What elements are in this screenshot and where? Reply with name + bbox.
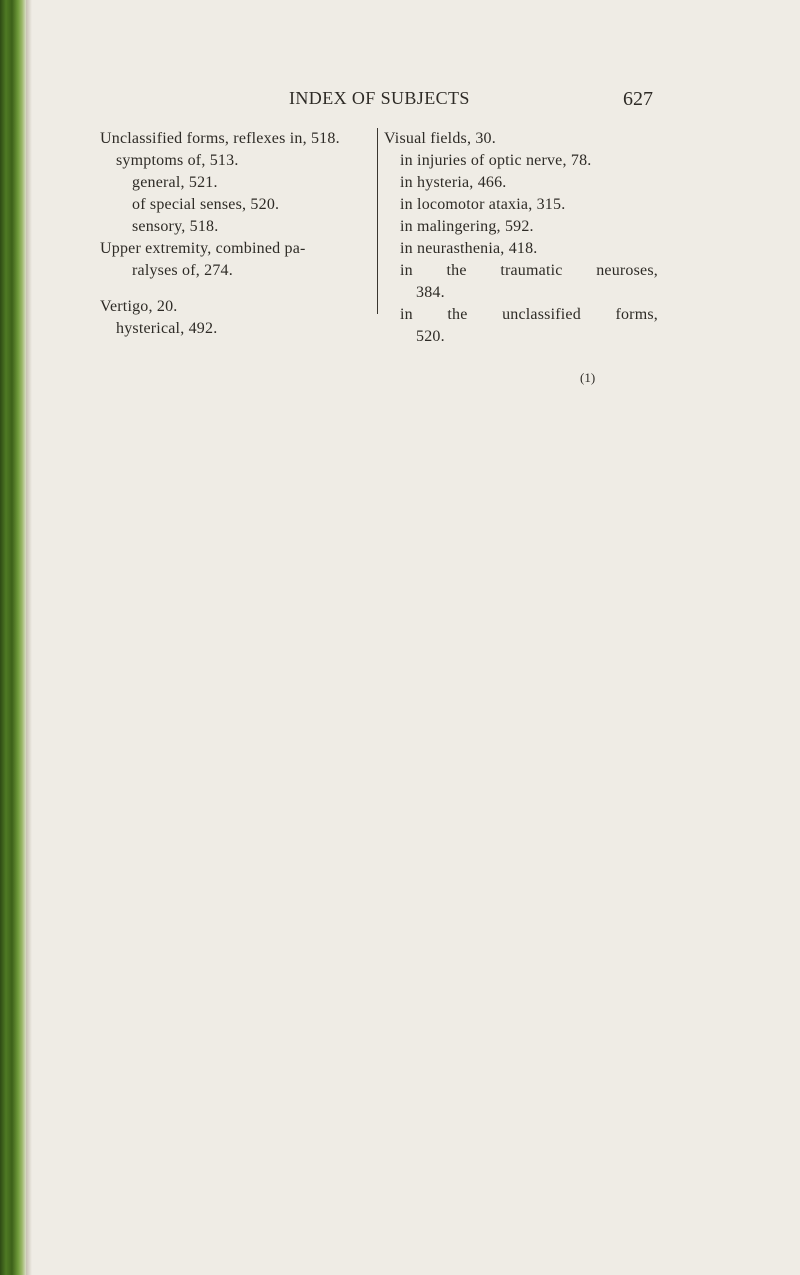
- index-subentry: [384, 304, 658, 326]
- index-entry-main: Upper extremity, combined pa-: [100, 240, 306, 257]
- index-entry-continuation: 520.: [416, 328, 445, 345]
- index-subentry: sensory, 518.: [132, 218, 219, 235]
- index-entry-continuation: ralyses of, 274.: [132, 262, 233, 279]
- word: forms,: [615, 306, 658, 323]
- index-subentry: in locomotor ataxia, 315.: [400, 196, 566, 213]
- index-column-right: [384, 128, 658, 348]
- page-header: [289, 88, 709, 118]
- footer-mark: (1): [580, 370, 596, 385]
- binding-shadow: [26, 0, 32, 1275]
- index-column-left: [100, 128, 372, 340]
- word: in: [400, 306, 413, 323]
- page-number: 627: [623, 88, 653, 110]
- word: neuroses,: [596, 262, 658, 279]
- index-subentry: of special senses, 520.: [132, 196, 280, 213]
- index-entry-main: Unclassified forms, reflexes in, 518.: [100, 130, 340, 147]
- index-subentry: hysterical, 492.: [116, 320, 218, 337]
- index-subentry: in hysteria, 466.: [400, 174, 507, 191]
- index-subentry: symptoms of, 513.: [116, 152, 239, 169]
- word: unclassified: [502, 306, 581, 323]
- index-subentry: in neurasthenia, 418.: [400, 240, 538, 257]
- page-title: INDEX OF SUBJECTS: [289, 88, 470, 108]
- index-subentry: in injuries of optic nerve, 78.: [400, 152, 592, 169]
- index-subentry: [384, 260, 658, 282]
- index-entry-continuation: 384.: [416, 284, 445, 301]
- book-binding-edge: [0, 0, 26, 1275]
- index-entry-main: Visual fields, 30.: [384, 130, 496, 147]
- word: traumatic: [500, 262, 563, 279]
- entry-gap: [100, 282, 372, 296]
- word: the: [446, 262, 467, 279]
- index-entry-main: Vertigo, 20.: [100, 298, 178, 315]
- index-subentry: in malingering, 592.: [400, 218, 534, 235]
- word: in: [400, 262, 413, 279]
- word: the: [447, 306, 468, 323]
- index-subentry: general, 521.: [132, 174, 218, 191]
- column-divider: [377, 128, 378, 314]
